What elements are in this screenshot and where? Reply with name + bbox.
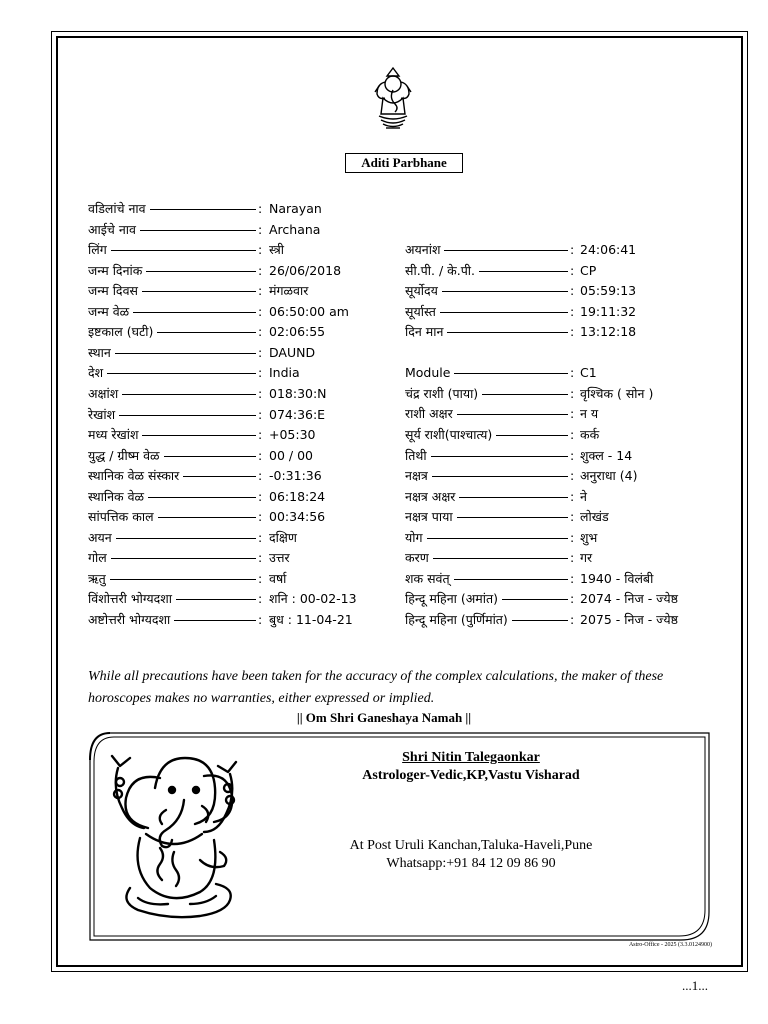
leader-line xyxy=(454,373,568,374)
detail-label: अयनांश xyxy=(405,242,441,257)
detail-label: हिन्दू महिना (अमांत) xyxy=(405,591,498,607)
detail-value: -0:31:36 xyxy=(269,468,322,484)
detail-row xyxy=(88,302,419,322)
colon-separator: : xyxy=(258,468,263,484)
detail-label: मध्य रेखांश xyxy=(88,427,139,443)
detail-row xyxy=(405,322,730,342)
leader-line xyxy=(148,497,256,498)
detail-value: कर्क xyxy=(580,426,600,442)
detail-row xyxy=(405,404,730,424)
detail-value: 00:34:56 xyxy=(269,509,326,525)
leader-line xyxy=(444,250,568,251)
detail-row xyxy=(88,220,419,240)
leader-line xyxy=(432,476,568,477)
detail-row xyxy=(405,425,730,445)
leader-line xyxy=(174,620,256,621)
detail-value: ने xyxy=(580,488,587,504)
detail-label: आईचे नाव xyxy=(88,221,136,237)
colon-separator: : xyxy=(570,570,575,586)
detail-value: न य xyxy=(580,406,599,422)
colon-separator: : xyxy=(570,468,575,484)
detail-row xyxy=(405,363,730,383)
detail-value: Narayan xyxy=(269,201,322,216)
detail-row xyxy=(405,281,730,301)
leader-line xyxy=(447,332,568,333)
detail-value: 24:06:41 xyxy=(580,242,637,257)
detail-row xyxy=(88,610,419,630)
leader-line xyxy=(502,599,568,600)
astrologer-name: Shri Nitin Talegaonkar xyxy=(402,750,540,765)
leader-line xyxy=(140,230,256,231)
leader-line xyxy=(107,373,256,374)
astrologer-title: Astrologer-Vedic,KP,Vastu Visharad xyxy=(362,768,580,783)
detail-value: 06:18:24 xyxy=(269,488,326,504)
leader-line xyxy=(115,353,256,354)
colon-separator: : xyxy=(570,447,575,463)
detail-value: Archana xyxy=(269,221,321,237)
detail-label: स्थानिक वेळ xyxy=(88,488,145,504)
detail-value: गर xyxy=(580,550,593,566)
detail-label: सूर्यास्त xyxy=(405,303,436,319)
detail-label: अक्षांश xyxy=(88,385,119,401)
leader-line xyxy=(183,476,256,477)
ganesh-logo-icon xyxy=(370,64,416,132)
colon-separator: : xyxy=(258,221,263,237)
colon-separator: : xyxy=(258,283,263,299)
detail-label: नक्षत्र xyxy=(405,468,428,484)
detail-row xyxy=(405,487,730,507)
detail-row xyxy=(88,261,419,281)
detail-row xyxy=(405,446,730,466)
colon-separator: : xyxy=(258,406,263,422)
detail-label: विंशोत्तरी भोग्यदशा xyxy=(88,591,173,607)
colon-separator: : xyxy=(258,550,263,566)
detail-row xyxy=(88,487,419,507)
detail-row xyxy=(405,240,730,260)
colon-separator: : xyxy=(570,509,575,525)
colon-separator: : xyxy=(258,242,263,258)
colon-separator: : xyxy=(258,427,263,443)
detail-row xyxy=(88,281,419,301)
detail-value: India xyxy=(269,365,300,381)
colon-separator: : xyxy=(258,365,263,381)
detail-label: गोल xyxy=(88,550,107,566)
detail-row xyxy=(88,528,419,548)
detail-value: 2075 - निज - ज्येष्ठ xyxy=(580,611,678,627)
detail-value: 02:06:55 xyxy=(269,324,326,340)
detail-row xyxy=(405,466,730,486)
detail-value: DAUND xyxy=(269,344,316,360)
detail-value: शनि : 00-02-13 xyxy=(269,591,357,607)
leader-line xyxy=(110,579,256,580)
colon-separator: : xyxy=(258,591,263,607)
leader-line xyxy=(133,312,256,313)
detail-value: 2074 - निज - ज्येष्ठ xyxy=(580,591,678,607)
detail-label: सूर्य राशी(पाश्चात्य) xyxy=(405,426,493,442)
detail-row xyxy=(405,528,730,548)
detail-row xyxy=(88,507,419,527)
detail-value: 1940 - विलंबी xyxy=(580,570,654,586)
detail-row xyxy=(405,610,730,630)
detail-value: बुध : 11-04-21 xyxy=(269,612,353,627)
leader-line xyxy=(512,620,568,621)
leader-line xyxy=(440,312,568,313)
colon-separator: : xyxy=(570,529,575,545)
astrologer-address: At Post Uruli Kanchan,Taluka-Haveli,Pune xyxy=(349,838,593,853)
detail-label: चंद्र राशी (पाया) xyxy=(405,385,479,401)
detail-row xyxy=(88,199,419,219)
detail-value: CP xyxy=(580,262,597,278)
leader-line xyxy=(122,394,256,395)
colon-separator: : xyxy=(570,611,575,627)
detail-row xyxy=(88,589,419,609)
leader-line xyxy=(142,291,256,292)
detail-label: जन्म वेळ xyxy=(88,303,130,319)
colon-separator: : xyxy=(258,303,263,319)
detail-label: हिन्दू महिना (पुर्णिमांत) xyxy=(405,611,508,627)
detail-value: स्त्री xyxy=(269,242,285,258)
leader-line xyxy=(142,435,256,436)
detail-label: जन्म दिवस xyxy=(88,283,138,299)
disclaimer-text: While all precautions have been taken for the accuracy of the complex calculations, the maker of these horoscopes makes no warranties, either expressed or implied. xyxy=(88,669,664,706)
detail-value: मंगळवार xyxy=(269,283,309,299)
colon-separator: : xyxy=(570,365,575,381)
colon-separator: : xyxy=(258,509,263,525)
detail-value: 19:11:32 xyxy=(580,303,637,319)
leader-line xyxy=(496,435,568,436)
detail-label: दिन मान xyxy=(405,324,444,340)
detail-row xyxy=(88,446,419,466)
colon-separator: : xyxy=(258,201,263,216)
colon-separator: : xyxy=(258,447,263,463)
colon-separator: : xyxy=(258,488,263,504)
detail-row xyxy=(88,569,419,589)
detail-label: तिथी xyxy=(405,447,427,463)
detail-label: इष्टकाल (घटी) xyxy=(88,324,154,340)
colon-separator: : xyxy=(570,426,575,442)
colon-separator: : xyxy=(258,324,263,340)
detail-row xyxy=(405,589,730,609)
colon-separator: : xyxy=(570,303,575,319)
detail-label: जन्म दिनांक xyxy=(88,262,143,278)
page-number: ...1... xyxy=(682,978,708,993)
detail-value: शुभ xyxy=(580,529,598,545)
detail-label: राशी अक्षर xyxy=(405,406,453,422)
colon-separator: : xyxy=(570,324,575,340)
detail-row xyxy=(405,302,730,322)
leader-line xyxy=(111,250,256,251)
detail-row xyxy=(88,363,419,383)
leader-line xyxy=(479,271,568,272)
detail-label: Module xyxy=(405,365,451,381)
invocation-text: || Om Shri Ganeshaya Namah || xyxy=(296,710,472,725)
person-name-box: Aditi Parbhane xyxy=(345,153,463,173)
detail-row xyxy=(88,384,419,404)
detail-row xyxy=(405,384,730,404)
leader-line xyxy=(116,538,256,539)
detail-label: अयन xyxy=(88,529,112,545)
colon-separator: : xyxy=(258,612,263,627)
colon-separator: : xyxy=(570,488,575,504)
detail-label: युद्ध / ग्रीष्म वेळ xyxy=(88,447,160,463)
detail-value: 00 / 00 xyxy=(269,447,313,463)
detail-label: रेखांश xyxy=(88,406,116,422)
detail-value: 13:12:18 xyxy=(580,324,637,340)
leader-line xyxy=(457,414,568,415)
leader-line xyxy=(431,456,568,457)
leader-line xyxy=(433,558,568,559)
ganesh-illustration-icon xyxy=(100,748,250,928)
leader-line xyxy=(158,517,256,518)
detail-value: दक्षिण xyxy=(269,529,297,545)
detail-label: सांपत्तिक काल xyxy=(88,509,154,525)
colon-separator: : xyxy=(258,570,263,586)
detail-value: उत्तर xyxy=(269,550,290,566)
leader-line xyxy=(119,415,256,416)
software-footnote: Astro-Office - 2025 (3.3.0124900) xyxy=(628,942,712,948)
detail-label: करण xyxy=(405,550,429,566)
detail-label: नक्षत्र अक्षर xyxy=(405,488,456,504)
leader-line xyxy=(111,558,256,559)
detail-label: नक्षत्र पाया xyxy=(405,509,453,525)
detail-row xyxy=(405,569,730,589)
detail-value: 074:36:E xyxy=(269,406,326,422)
colon-separator: : xyxy=(258,385,263,401)
detail-row xyxy=(405,507,730,527)
colon-separator: : xyxy=(570,550,575,566)
detail-value: लोखंड xyxy=(580,509,609,525)
leader-line xyxy=(457,517,568,518)
leader-line xyxy=(157,332,256,333)
detail-row xyxy=(405,261,730,281)
detail-label: योग xyxy=(405,529,423,545)
detail-value: 26/06/2018 xyxy=(269,262,342,278)
colon-separator: : xyxy=(258,529,263,545)
leader-line xyxy=(176,599,256,600)
detail-value: 018:30:N xyxy=(269,385,327,401)
colon-separator: : xyxy=(258,262,263,278)
leader-line xyxy=(164,456,256,457)
leader-line xyxy=(146,271,256,272)
detail-value: +05:30 xyxy=(269,427,316,443)
leader-line xyxy=(454,579,568,580)
detail-value: अनुराधा (4) xyxy=(580,468,638,484)
detail-label: सी.पी. / के.पी. xyxy=(405,262,476,278)
colon-separator: : xyxy=(258,344,263,360)
detail-row xyxy=(88,548,419,568)
detail-label: सूर्योदय xyxy=(405,283,438,299)
colon-separator: : xyxy=(570,242,575,257)
detail-row xyxy=(88,343,419,363)
leader-line xyxy=(427,538,568,539)
detail-label: अष्टोत्तरी भोग्यदशा xyxy=(88,612,171,627)
detail-label: शक सवंत् xyxy=(405,570,450,586)
detail-value: वृश्चिक ( सोन ) xyxy=(580,385,654,401)
colon-separator: : xyxy=(570,283,575,299)
colon-separator: : xyxy=(570,385,575,401)
detail-row xyxy=(88,466,419,486)
detail-row xyxy=(405,548,730,568)
astrologer-phone: Whatsapp:+91 84 12 09 86 90 xyxy=(386,856,556,871)
colon-separator: : xyxy=(570,262,575,278)
detail-label: ऋतु xyxy=(88,570,106,586)
detail-value: C1 xyxy=(580,365,597,381)
leader-line xyxy=(150,209,256,210)
detail-label: स्थान xyxy=(88,344,111,360)
detail-value: वर्षा xyxy=(269,570,287,586)
detail-row xyxy=(88,405,419,425)
detail-value: शुक्ल - 14 xyxy=(580,447,633,463)
leader-line xyxy=(482,394,568,395)
colon-separator: : xyxy=(570,406,575,422)
colon-separator: : xyxy=(570,591,575,607)
detail-row xyxy=(88,425,419,445)
leader-line xyxy=(442,291,568,292)
detail-row xyxy=(88,322,419,342)
detail-label: देश xyxy=(88,365,104,381)
detail-label: वडिलांचे नाव xyxy=(88,201,146,216)
detail-label: स्थानिक वेळ संस्कार xyxy=(88,468,180,484)
detail-label: लिंग xyxy=(88,242,107,258)
detail-value: 05:59:13 xyxy=(580,283,637,299)
detail-value: 06:50:00 am xyxy=(269,303,349,319)
leader-line xyxy=(459,497,568,498)
detail-row xyxy=(88,240,419,260)
